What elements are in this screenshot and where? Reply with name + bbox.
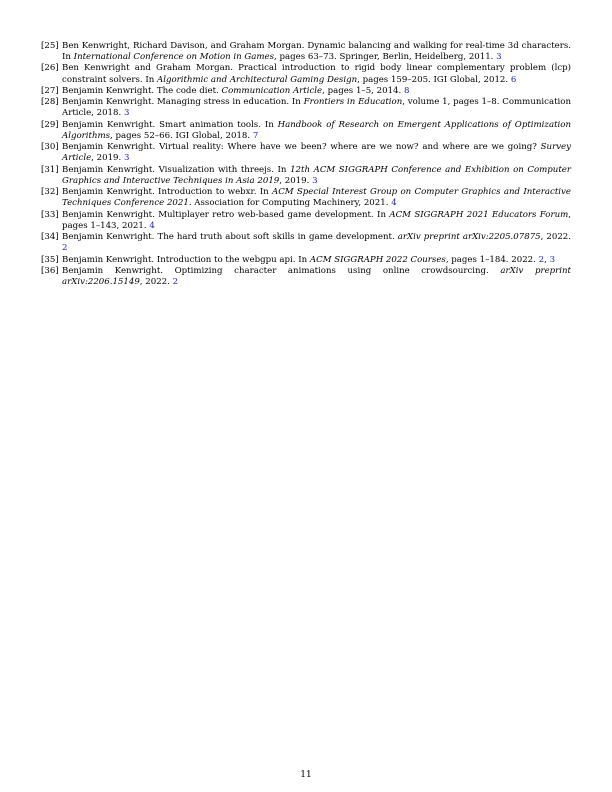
reference-number: [27] bbox=[41, 85, 59, 96]
reference-segment: Benjamin Kenwright. Introduction to webxr. In bbox=[62, 187, 272, 198]
reference-list bbox=[41, 41, 571, 289]
reference-segment: Benjamin Kenwright. Multiplayer retro web-based game development. In bbox=[62, 209, 390, 220]
reference-text bbox=[62, 232, 571, 254]
page-backlink[interactable]: 3 bbox=[496, 52, 502, 63]
reference-entry bbox=[41, 266, 571, 288]
reference-number: [35] bbox=[41, 254, 59, 265]
reference-segment: Benjamin Kenwright. Smart animation tools. In bbox=[62, 119, 278, 130]
page-backlink[interactable]: 2 bbox=[62, 243, 68, 254]
reference-entry bbox=[41, 187, 571, 209]
reference-segment: , 2019. bbox=[91, 153, 124, 164]
reference-segment: , pages 63–73. Springer, Berlin, Heidelberg, 2011. bbox=[274, 52, 497, 63]
reference-entry bbox=[41, 232, 571, 254]
venue-title: Frontiers in Education bbox=[303, 97, 403, 108]
reference-number: [28] bbox=[41, 97, 59, 108]
reference-number: [25] bbox=[41, 41, 59, 51]
reference-entry bbox=[41, 97, 571, 119]
venue-title: arXiv preprint arXiv:2205.07875 bbox=[397, 232, 541, 243]
reference-number: [31] bbox=[41, 164, 59, 175]
reference-text bbox=[62, 41, 571, 63]
page-backlink[interactable]: 3 bbox=[312, 175, 318, 186]
reference-segment: Benjamin Kenwright. The hard truth about soft skills in game development. bbox=[62, 232, 398, 243]
venue-title: arXiv preprint arXiv:2206.15149 bbox=[62, 266, 572, 288]
page-backlink[interactable]: 3 bbox=[549, 254, 556, 265]
page-backlink[interactable]: 2 bbox=[538, 254, 545, 265]
venue-title: 12th ACM SIGGRAPH Conference and Exhibition on Computer Graphics and Interactive Techniques in Asia 2019 bbox=[62, 164, 571, 186]
reference-segment: Benjamin Kenwright. Introduction to the webgpu api. In bbox=[62, 254, 310, 265]
reference-segment: Ben Kenwright, Richard Davison, and Graham Morgan. Dynamic balancing and walking for real-time 3d characters. In bbox=[62, 41, 571, 63]
reference-entry bbox=[41, 255, 571, 266]
reference-segment: , pages 1–184. 2022. bbox=[445, 254, 539, 265]
reference-entry bbox=[41, 86, 571, 97]
reference-entry bbox=[41, 41, 571, 63]
reference-segment: , pages 159–205. IGI Global, 2012. bbox=[357, 74, 511, 85]
reference-text bbox=[62, 255, 571, 266]
reference-number: [36] bbox=[41, 266, 59, 277]
reference-number: [33] bbox=[41, 209, 59, 220]
reference-segment: Benjamin Kenwright. Optimizing character animations using online crowdsourcing. bbox=[62, 266, 501, 277]
venue-title: Survey Article bbox=[62, 142, 571, 164]
page-backlink[interactable]: 3 bbox=[123, 153, 130, 164]
reference-entry bbox=[41, 63, 571, 85]
reference-segment: . Association for Computing Machinery, 2021. bbox=[188, 198, 392, 209]
reference-entry bbox=[41, 165, 571, 187]
reference-segment: , bbox=[544, 254, 550, 265]
reference-segment: , 2022. bbox=[139, 277, 173, 288]
reference-segment: Benjamin Kenwright. Managing stress in education. In bbox=[62, 97, 304, 108]
reference-text bbox=[62, 210, 571, 232]
reference-text bbox=[62, 97, 571, 119]
page-backlink[interactable]: 4 bbox=[149, 220, 155, 231]
page-number: 11 bbox=[300, 770, 312, 780]
page-backlink[interactable]: 8 bbox=[403, 85, 410, 96]
reference-segment: , 2022. bbox=[540, 232, 572, 243]
reference-entry bbox=[41, 210, 571, 232]
reference-number: [32] bbox=[41, 187, 59, 198]
venue-title: ACM Special Interest Group on Computer Graphics and Interactive Techniques Conference 2021 bbox=[62, 187, 571, 209]
reference-text bbox=[62, 187, 571, 209]
venue-title: ACM SIGGRAPH 2022 Courses bbox=[309, 254, 446, 265]
reference-entry bbox=[41, 120, 571, 142]
page-backlink[interactable]: 7 bbox=[252, 130, 259, 141]
reference-text bbox=[62, 165, 571, 187]
reference-segment: Ben Kenwright and Graham Morgan. Practical introduction to rigid body linear complementary problem (lcp) constraint solvers. In bbox=[62, 63, 571, 85]
reference-segment: , 2019. bbox=[279, 175, 313, 186]
reference-text bbox=[62, 63, 571, 85]
venue-title: Algorithmic and Architectural Gaming Design bbox=[157, 74, 358, 85]
page-backlink[interactable]: 2 bbox=[172, 277, 179, 288]
reference-segment: Benjamin Kenwright. The code diet. bbox=[62, 85, 222, 96]
reference-segment: , pages 52–66. IGI Global, 2018. bbox=[110, 130, 253, 141]
page-backlink[interactable]: 6 bbox=[510, 74, 517, 85]
reference-segment: Benjamin Kenwright. Visualization with threejs. In bbox=[62, 164, 291, 175]
venue-title: International Conference on Motion in Games bbox=[73, 52, 275, 63]
venue-title: Communication Article bbox=[221, 85, 323, 96]
reference-number: [26] bbox=[41, 63, 59, 74]
reference-number: [34] bbox=[41, 232, 59, 243]
reference-number: [30] bbox=[41, 142, 59, 153]
reference-segment: , pages 1–5, 2014. bbox=[322, 85, 404, 96]
reference-segment: , pages 1–143, 2021. bbox=[62, 209, 571, 231]
reference-text bbox=[62, 120, 571, 142]
reference-text bbox=[62, 266, 571, 288]
reference-number: [29] bbox=[41, 119, 59, 130]
reference-entry bbox=[41, 142, 571, 164]
page-backlink[interactable]: 3 bbox=[123, 108, 130, 119]
page-backlink[interactable]: 4 bbox=[391, 198, 397, 209]
reference-text bbox=[62, 86, 571, 97]
reference-segment: Benjamin Kenwright. Virtual reality: Where have we been? where are we now? and where are we going? bbox=[62, 142, 541, 153]
venue-title: Handbook of Research on Emergent Applications of Optimization Algorithms bbox=[62, 119, 571, 141]
venue-title: ACM SIGGRAPH 2021 Educators Forum bbox=[389, 209, 569, 220]
reference-segment: , volume 1, pages 1–8. Communication Article, 2018. bbox=[62, 97, 571, 119]
reference-text bbox=[62, 142, 571, 164]
